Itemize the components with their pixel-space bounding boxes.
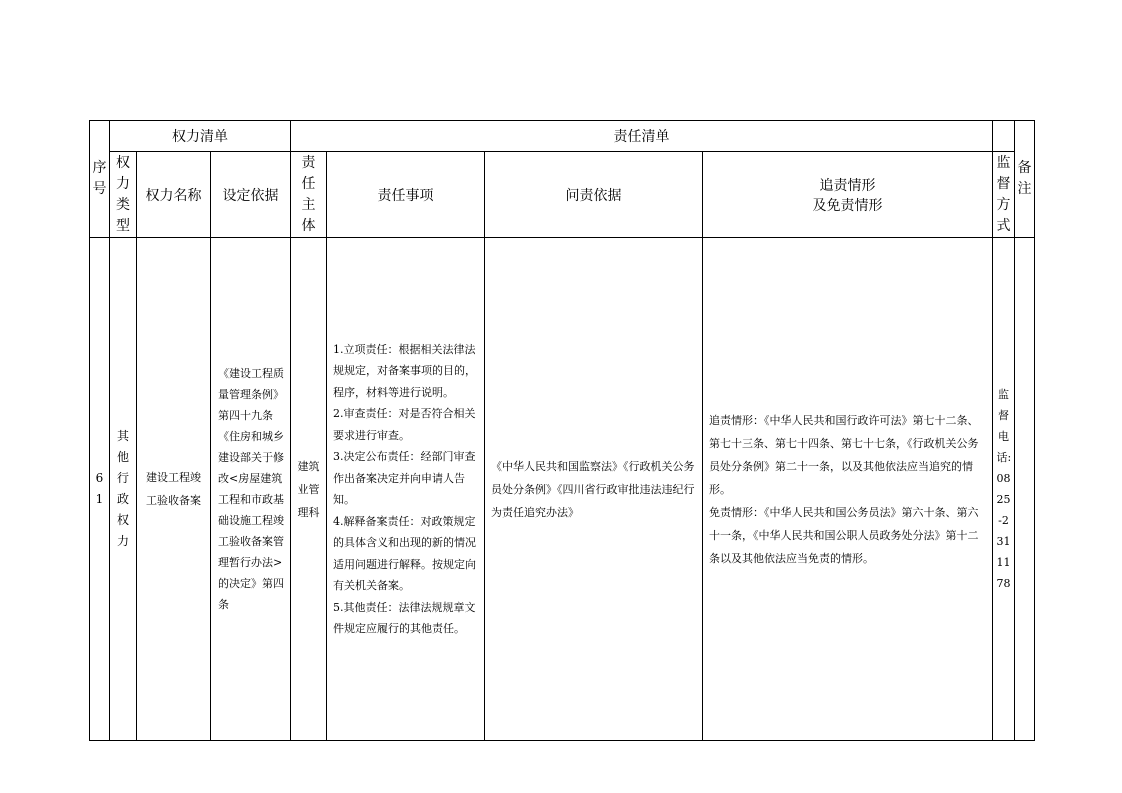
duty-header: 责任事项 [327,152,485,238]
seq-cell: 61 [90,238,110,741]
power-responsibility-table [89,120,1034,741]
supervision-top-cell [993,121,1015,152]
penalty-item: 追责情形：《中华人民共和国行政许可法》第七十二条、第七十三条、第七十四条、第七十七条，《行政机关公务员处分条例》第二十一条，以及其他依法应当追究的情形。 [709,413,979,496]
supervision-header: 监督方式 [993,152,1015,238]
remark-cell [1015,238,1035,741]
power-name-cell: 建设工程竣工验收备案 [137,238,211,741]
accountability-basis-header: 问责依据 [485,152,703,238]
seq-header: 序号 [90,121,110,238]
duty-cell [327,238,485,741]
table-row [90,238,1035,741]
duty-item: 5.其他责任：法律法规规章文件规定应履行的其他责任。 [333,600,476,635]
basis-cell: 《建设工程质量管理条例》第四十九条《住房和城乡建设部关于修改<房屋建筑工程和市政基础设施工程竣工验收备案管理暂行办法>的决定》第四条 [211,238,291,741]
power-type-header: 权力类型 [110,152,137,238]
power-type-cell: 其他行政权力 [110,238,137,741]
duty-item: 1.立项责任：根据相关法律法规规定，对备案事项的目的，程序，材料等进行说明。 [333,342,476,399]
power-list-header: 权力清单 [110,121,291,152]
power-name-header: 权力名称 [137,152,211,238]
supervision-cell: 监督电话:0825-2311178 [993,238,1015,741]
penalty-cell [703,238,993,741]
basis-header: 设定依据 [211,152,291,238]
accountability-basis-cell: 《中华人民共和国监察法》《行政机关公务员处分条例》《四川省行政审批违法违纪行为责任追究办法》 [485,238,703,741]
subject-header: 责任主体 [291,152,327,238]
penalty-item: 免责情形：《中华人民共和国公务员法》第六十条、第六十一条，《中华人民共和国公职人员政务处分法》第十二条以及其他依法应当免责的情形。 [709,505,979,565]
remark-header: 备注 [1015,121,1035,238]
duty-item: 4.解释备案责任：对政策规定的具体含义和出现的新的情况适用问题进行解释。按规定向有关机关备案。 [333,514,476,592]
penalty-header: 追责情形 及免责情形 [703,152,993,238]
responsibility-list-header: 责任清单 [291,121,993,152]
subject-cell: 建筑业管理科 [291,238,327,741]
duty-item: 3.决定公布责任：经部门审查作出备案决定并向申请人告知。 [333,450,476,506]
duty-item: 2.审查责任：对是否符合相关要求进行审查。 [333,407,476,442]
